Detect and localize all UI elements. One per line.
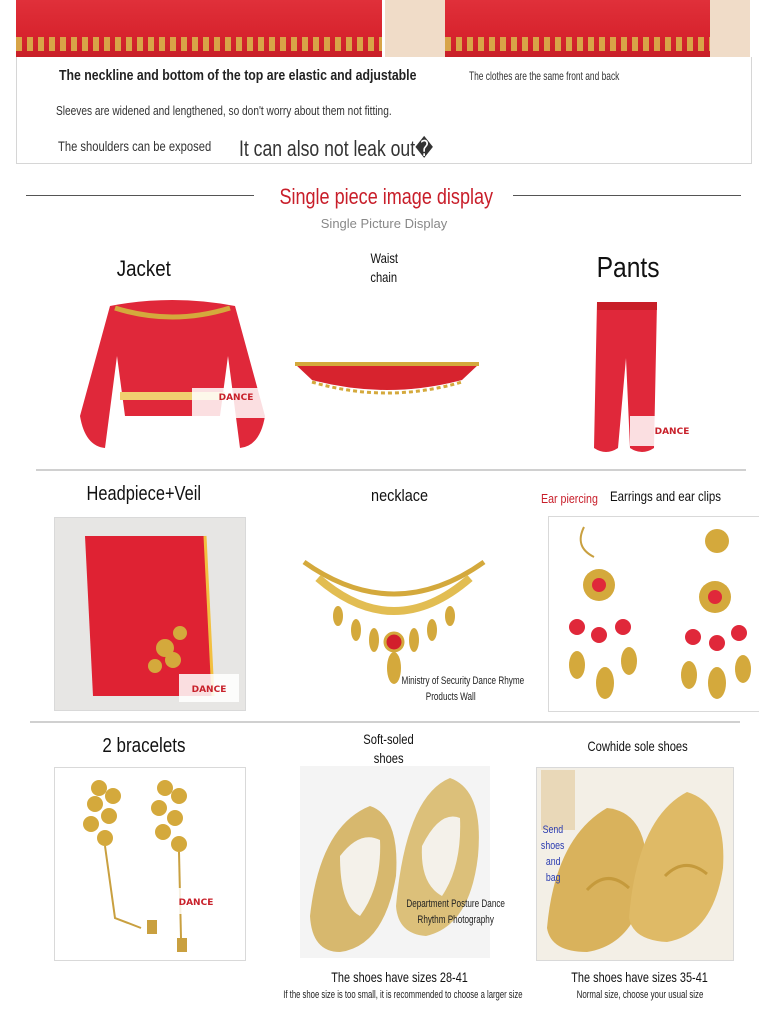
top-photo-left	[16, 0, 382, 57]
top-photo-right	[385, 0, 750, 57]
pants-image	[592, 298, 717, 458]
send-shoes-bag-note: Send shoes and bag	[541, 824, 565, 884]
cowhide-label: Cowhide sole shoes	[587, 738, 689, 754]
note-not-leak: It can also not leak out�	[239, 136, 434, 161]
cowhide-shoes-sizes: The shoes have sizes 35-41	[571, 969, 709, 985]
earrings-image	[548, 516, 759, 712]
svg-text:DANCE: DANCE	[178, 898, 214, 908]
waist-chain-label: Waist chain	[370, 250, 398, 285]
bracelets-image	[54, 767, 246, 961]
note-elastic: The neckline and bottom of the top are elastic and adjustable	[59, 67, 417, 84]
necklace-image	[298, 556, 490, 691]
headpiece-label: Headpiece+Veil	[86, 483, 202, 505]
svg-text:DANCE: DANCE	[191, 685, 227, 695]
soft-shoes-advice: If the shoe size is too small, it is recommended to choose a larger size	[283, 989, 523, 1001]
veil-image	[54, 517, 246, 711]
waist-chain-image	[292, 356, 482, 404]
header-rule-left	[26, 195, 254, 196]
svg-text:DANCE: DANCE	[654, 427, 690, 437]
soft-shoes-image	[300, 766, 490, 958]
row-divider-2	[30, 721, 740, 723]
header-rule-right	[513, 195, 741, 196]
svg-text:DANCE: DANCE	[218, 393, 254, 403]
soft-shoes-caption: Department Posture Dance Rhythm Photography	[406, 898, 506, 926]
section-title: Single piece image display	[279, 184, 494, 209]
note-shoulders: The shoulders can be exposed	[58, 138, 212, 154]
necklace-label: necklace	[371, 486, 429, 505]
section-subtitle: Single Picture Display	[320, 216, 448, 231]
jacket-image	[60, 296, 285, 456]
cowhide-shoes-advice: Normal size, choose your usual size	[576, 989, 704, 1001]
pants-label: Pants	[596, 252, 660, 284]
note-sleeves: Sleeves are widened and lengthened, so don't worry about them not fitting.	[56, 103, 392, 118]
necklace-caption: Ministry of Security Dance Rhyme Products Wall	[401, 675, 525, 703]
note-front-back: The clothes are the same front and back	[469, 69, 620, 83]
earrings-label: Earrings and ear clips	[610, 488, 722, 504]
soft-shoes-sizes: The shoes have sizes 28-41	[331, 969, 469, 985]
ear-piercing-label: Ear piercing	[541, 491, 598, 506]
jacket-label: Jacket	[116, 256, 172, 281]
soft-soled-label: Soft-soled shoes	[363, 731, 415, 766]
bracelets-label: 2 bracelets	[102, 735, 186, 757]
row-divider-1	[36, 469, 746, 471]
